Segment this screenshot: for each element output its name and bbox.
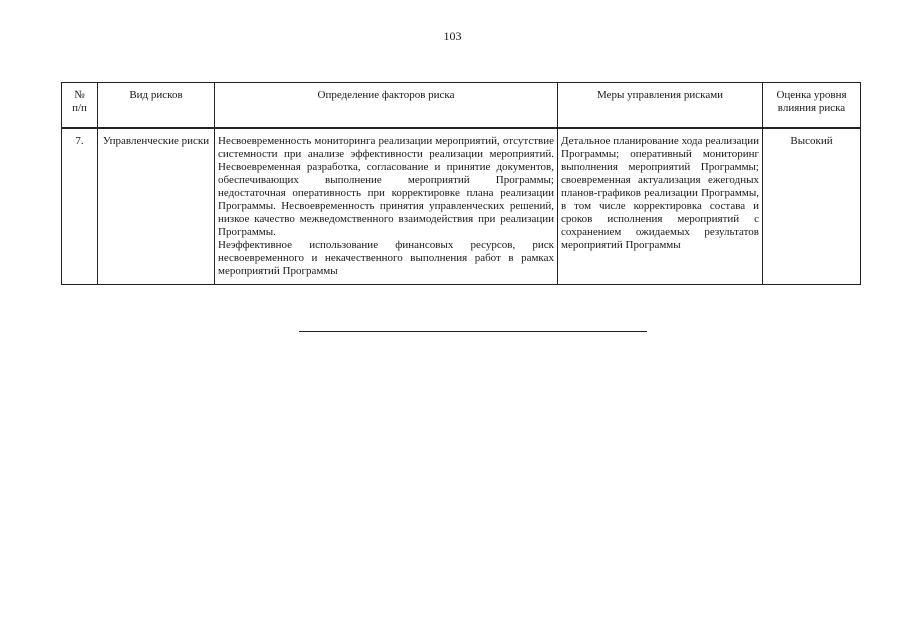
risk-table	[61, 82, 861, 285]
header-risk-level: Оценка уровня влияния риска	[763, 83, 861, 129]
header-num: № п/п	[62, 83, 98, 129]
cell-risk-type: Управленческие риски	[98, 128, 215, 285]
header-risk-type: Вид рисков	[98, 83, 215, 129]
page-number: 103	[443, 29, 462, 43]
cell-risk-factors: Несвоевременность мониторинга реализации мероприятий, отсутствие системности при анализе эффективности реализации мероприятий. Несвоевременная разработка, согласование и принятие документов, обеспечивающих выполнение мероприятий Программы; недостаточная оперативность при корректировке плана реализации Программы. Несвоевременность принятия управленческих решений, низкое качество межведомственного взаимодействия при реализации Программы. Неэффективное использование финансовых ресурсов, риск несвоевременного и некачественного выполнения работ в рамках мероприятий Программы	[215, 128, 558, 285]
cell-num: 7.	[62, 128, 98, 285]
table-row	[62, 128, 861, 285]
header-risk-measures: Меры управления рисками	[558, 83, 763, 129]
header-risk-factors: Определение факторов риска	[215, 83, 558, 129]
table-header-row	[62, 83, 861, 129]
cell-risk-level: Высокий	[763, 128, 861, 285]
bottom-rule	[299, 331, 647, 332]
cell-risk-measures: Детальное планирование хода реализации Программы; оперативный мониторинг выполнения мероприятий Программы; своевременная актуализация ежегодных планов-графиков реализации Программы, в том числе корректировка состава и сроков исполнения мероприятий с сохранением ожидаемых результатов мероприятий Программы	[558, 128, 763, 285]
